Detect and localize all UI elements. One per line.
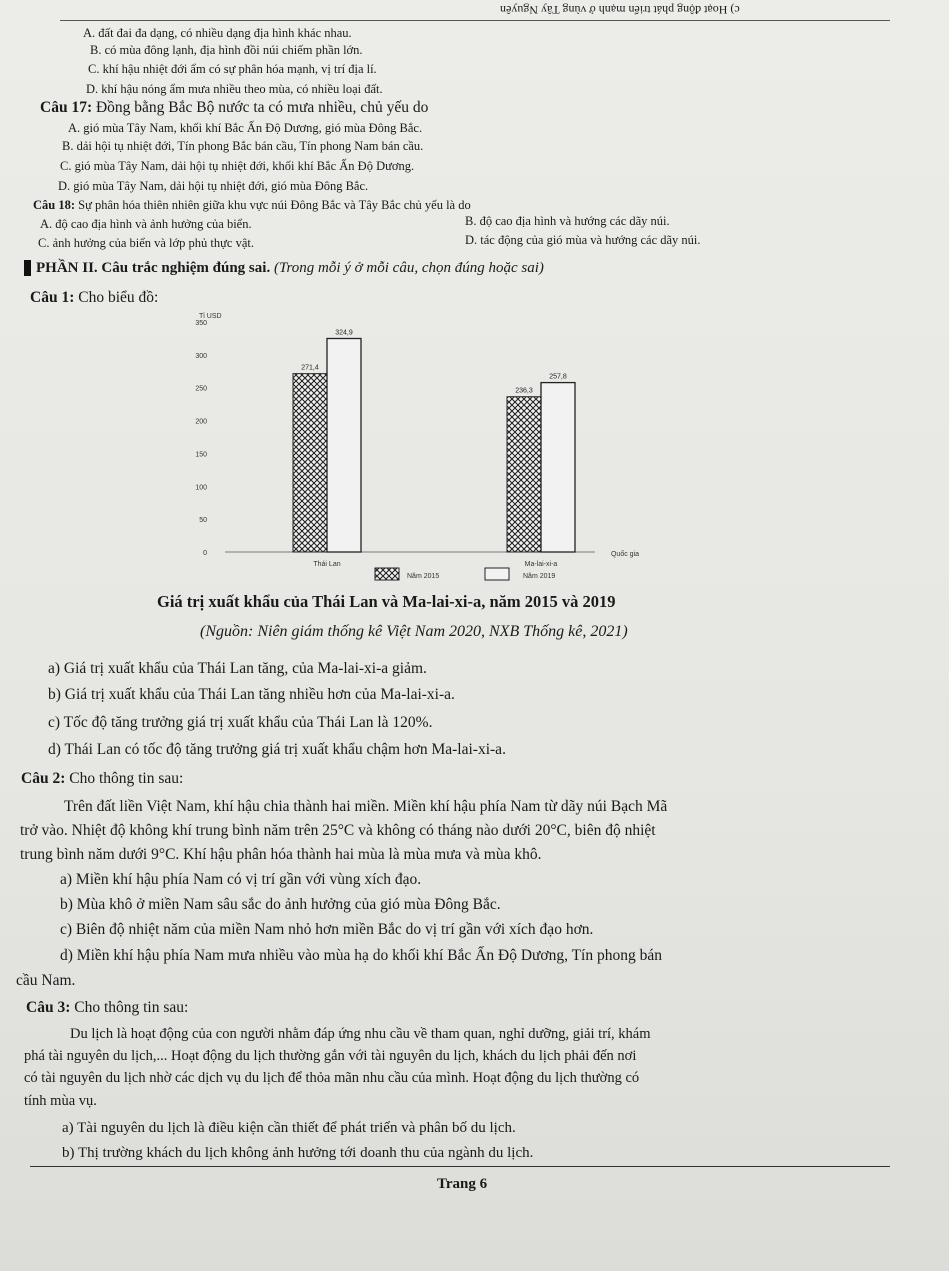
legend-swatch-2015 xyxy=(375,568,399,580)
q16-option-c: C. khí hậu nhiệt đới ẩm có sự phân hóa mạnh, vị trí địa lí. xyxy=(88,62,377,76)
legend-label-2015: Năm 2015 xyxy=(407,573,440,580)
data-label-2019: 324,9 xyxy=(335,329,353,337)
q3-paragraph-3: có tài nguyên du lịch nhờ các dịch vụ du lịch để thỏa mãn nhu cầu của mình. Hoạt động du lịch thường có xyxy=(24,1070,640,1086)
q18-option-d: D. tác động của gió mùa và hướng các dãy núi. xyxy=(465,233,701,247)
q18-option-b: B. độ cao địa hình và hướng các dãy núi. xyxy=(465,214,670,228)
q1-text: Cho biểu đồ: xyxy=(78,289,159,306)
y-tick-label: 200 xyxy=(195,418,207,426)
export-bar-chart xyxy=(185,312,665,590)
header-text: c) Hoạt động phát triển mạnh ở vùng Tây Nguyên xyxy=(500,3,740,17)
x-tick-label: Ma-lai-xi-a xyxy=(524,561,558,568)
q2-label: Câu 2: xyxy=(21,770,66,787)
q17-option-d: D. gió mùa Tây Nam, dải hội tụ nhiệt đới, gió mùa Đông Bắc. xyxy=(58,179,369,193)
x-tick-label: Thái Lan xyxy=(313,561,341,568)
q16-option-a: A. đất đai đa dạng, có nhiều dạng địa hình khác nhau. xyxy=(83,26,352,40)
q18-label: Câu 18: xyxy=(33,198,76,212)
page-header-upside-down xyxy=(60,3,890,21)
q3-paragraph-4: tính mùa vụ. xyxy=(24,1093,97,1109)
q2-stem xyxy=(21,770,183,788)
q1-statement-c: c) Tốc độ tăng trưởng giá trị xuất khẩu của Thái Lan là 120%. xyxy=(48,714,433,731)
part2-title: PHẦN II. Câu trắc nghiệm đúng sai. xyxy=(36,260,271,276)
q3-stem xyxy=(26,999,188,1017)
q2-statement-a: a) Miền khí hậu phía Nam có vị trí gần với vùng xích đạo. xyxy=(60,871,422,888)
bar-2019-0 xyxy=(327,338,361,552)
q18-option-c: C. ảnh hưởng của biển và lớp phủ thực vật. xyxy=(38,236,254,250)
q18-text: Sự phân hóa thiên nhiên giữa khu vực núi Đông Bắc và Tây Bắc chủ yếu là do xyxy=(78,198,471,212)
q2-statement-d: d) Miền khí hậu phía Nam mưa nhiều vào mùa hạ do khối khí Bắc Ấn Độ Dương, Tín phong bán xyxy=(60,947,662,964)
y-axis-label: Tỉ USD xyxy=(199,313,222,320)
x-axis-label: Quốc gia xyxy=(610,551,640,558)
q3-paragraph-2: phá tài nguyên du lịch,... Hoạt động du lịch thường gắn với tài nguyên du lịch, khách du lịch phải đến nơi xyxy=(24,1048,637,1064)
legend-label-2019: Năm 2019 xyxy=(523,573,556,580)
y-tick-label: 300 xyxy=(195,352,207,360)
y-tick-label: 150 xyxy=(195,451,207,459)
y-tick-label: 0 xyxy=(203,550,207,557)
bar-2019-1 xyxy=(541,383,575,552)
section-marker xyxy=(24,260,31,276)
q2-statement-b: b) Mùa khô ở miền Nam sâu sắc do ảnh hưởng của gió mùa Đông Bắc. xyxy=(60,896,501,913)
q2-paragraph-2: trở vào. Nhiệt độ không khí trung bình năm trên 25°C và không có tháng nào dưới 20°C, biên độ nhiệt xyxy=(20,822,656,839)
q2-paragraph-1: Trên đất liền Việt Nam, khí hậu chia thành hai miền. Miền khí hậu phía Nam từ dãy núi Bạch Mã xyxy=(64,798,668,815)
y-tick-label: 50 xyxy=(199,517,207,525)
q2-statement-d-cont: cầu Nam. xyxy=(16,972,76,989)
q1-statement-a: a) Giá trị xuất khẩu của Thái Lan tăng, của Ma-lai-xi-a giảm. xyxy=(48,660,427,677)
q1-statement-d: d) Thái Lan có tốc độ tăng trưởng giá trị xuất khẩu chậm hơn Ma-lai-xi-a. xyxy=(48,741,506,758)
q3-paragraph-1: Du lịch là hoạt động của con người nhằm đáp ứng nhu cầu về tham quan, nghỉ dưỡng, giải trí, khám xyxy=(70,1026,651,1042)
bar-2015-1 xyxy=(507,397,541,552)
q2-text: Cho thông tin sau: xyxy=(69,770,184,787)
q17-option-b: B. dải hội tụ nhiệt đới, Tín phong Bắc bán cầu, Tín phong Nam bán cầu. xyxy=(62,139,424,153)
chart-source: (Nguồn: Niên giám thống kê Việt Nam 2020, NXB Thống kê, 2021) xyxy=(200,623,628,640)
q16-option-d: D. khí hậu nóng ẩm mưa nhiều theo mùa, có nhiều loại đất. xyxy=(86,82,383,96)
q1-label: Câu 1: xyxy=(30,289,75,306)
bar-2015-0 xyxy=(293,374,327,552)
q17-option-a: A. gió mùa Tây Nam, khối khí Bắc Ấn Độ Dương, gió mùa Đông Bắc. xyxy=(68,121,423,135)
footer-rule xyxy=(30,1166,890,1167)
q1-stem xyxy=(30,289,158,307)
legend-swatch-2019 xyxy=(485,568,509,580)
q17-option-c: C. gió mùa Tây Nam, dải hội tụ nhiệt đới, khối khí Bắc Ấn Độ Dương. xyxy=(60,159,415,173)
q18-stem xyxy=(33,196,471,214)
q16-option-b: B. có mùa đông lạnh, địa hình đồi núi chiếm phần lớn. xyxy=(90,43,363,57)
q3-statement-b: b) Thị trường khách du lịch không ảnh hưởng tới doanh thu của ngành du lịch. xyxy=(62,1145,534,1161)
q18-option-a: A. độ cao địa hình và ảnh hưởng của biển. xyxy=(40,217,252,231)
chart-title: Giá trị xuất khẩu của Thái Lan và Ma-lai-xi-a, năm 2015 và 2019 xyxy=(157,592,616,611)
data-label-2015: 236,3 xyxy=(515,387,533,395)
q17-stem xyxy=(40,99,428,117)
y-tick-label: 100 xyxy=(195,484,207,492)
data-label-2015: 271,4 xyxy=(301,364,319,372)
q17-text: Đồng bằng Bắc Bộ nước ta có mưa nhiều, chủ yếu do xyxy=(95,99,429,116)
q17-label: Câu 17: xyxy=(40,99,93,116)
q2-statement-c: c) Biên độ nhiệt năm của miền Nam nhỏ hơn miền Bắc do vị trí gần với xích đạo hơn. xyxy=(60,921,594,938)
q3-statement-a: a) Tài nguyên du lịch là điều kiện cần thiết để phát triển và phân bố du lịch. xyxy=(62,1120,516,1136)
q2-paragraph-3: trung bình năm dưới 9°C. Khí hậu phân hóa thành hai mùa là mùa mưa và mùa khô. xyxy=(20,846,542,863)
data-label-2019: 257,8 xyxy=(549,373,567,381)
y-tick-label: 350 xyxy=(195,320,207,327)
page-number: Trang 6 xyxy=(437,1176,488,1192)
q3-text: Cho thông tin sau: xyxy=(74,999,189,1016)
y-tick-label: 250 xyxy=(195,385,207,393)
q3-label: Câu 3: xyxy=(26,999,71,1016)
part2-heading xyxy=(36,259,544,277)
q1-statement-b: b) Giá trị xuất khẩu của Thái Lan tăng nhiều hơn của Ma-lai-xi-a. xyxy=(48,686,455,703)
part2-note: (Trong mỗi ý ở mỗi câu, chọn đúng hoặc sai) xyxy=(273,260,544,276)
